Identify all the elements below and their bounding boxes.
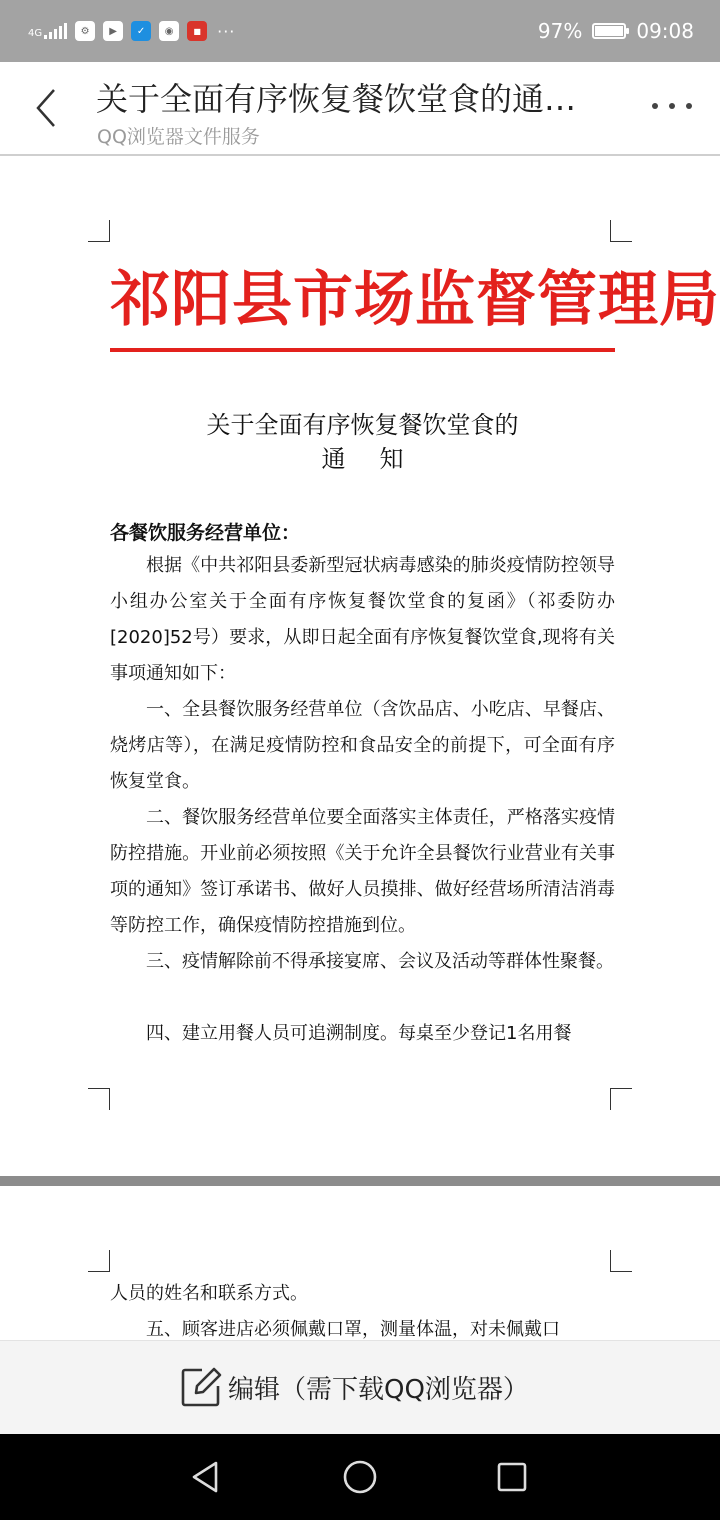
battery-icon bbox=[592, 23, 626, 39]
agency-letterhead: 祁阳县市场监督管理局 bbox=[110, 265, 720, 335]
document-title bbox=[110, 408, 615, 476]
document-page-2[interactable] bbox=[0, 1186, 720, 1340]
document-title-line1: 关于全面有序恢复餐饮堂食的 bbox=[206, 411, 519, 439]
page-title: 关于全面有序恢复餐饮堂食的通… bbox=[96, 80, 577, 118]
page-corner-mark bbox=[610, 1250, 632, 1272]
paragraph-intro: 根据《中共祁阳县委新型冠状病毒感染的肺炎疫情防控领导小组办公室关于全面有序恢复餐饮堂食的复函》（祁委防办[2020]52号）要求，从即日起全面有序恢复餐饮堂食,现将有关事项通知如下： bbox=[110, 555, 615, 684]
more-dot-icon bbox=[686, 103, 692, 109]
page-subtitle: QQ浏览器文件服务 bbox=[97, 126, 260, 148]
edit-button[interactable] bbox=[180, 1363, 529, 1411]
more-dot-icon bbox=[669, 103, 675, 109]
signal-icon bbox=[28, 23, 67, 39]
paragraph-continued: 人员的姓名和联系方式。 bbox=[110, 1283, 308, 1304]
battery-fill bbox=[595, 26, 622, 36]
paragraph-item-3: 三、疫情解除前不得承接宴席、会议及活动等群体性聚餐。 bbox=[146, 951, 614, 972]
page-corner-mark bbox=[610, 220, 632, 242]
page-corner-mark bbox=[88, 220, 110, 242]
edit-button-label: 编辑（需下载QQ浏览器） bbox=[228, 1374, 529, 1405]
addressee: 各餐饮服务经营单位： bbox=[110, 522, 301, 544]
battery-percent: 97% bbox=[537, 19, 583, 43]
network-type: 4G bbox=[28, 28, 43, 39]
status-bar-right bbox=[538, 16, 694, 46]
page-separator bbox=[0, 1176, 720, 1186]
nav-back-icon[interactable] bbox=[188, 1459, 224, 1495]
video-app-notification-icon: ▶ bbox=[103, 21, 123, 41]
nav-recents-icon[interactable] bbox=[494, 1459, 530, 1495]
document-title-line2: 通知 bbox=[321, 445, 438, 473]
page-corner-mark bbox=[610, 1088, 632, 1110]
page-corner-mark bbox=[88, 1250, 110, 1272]
app-header bbox=[0, 62, 720, 156]
page-corner-mark bbox=[88, 1088, 110, 1110]
letterhead-divider bbox=[110, 348, 615, 352]
paragraph-item-2: 二、餐饮服务经营单位要全面落实主体责任，严格落实疫情防控措施。开业前必须按照《关于允许全县餐饮行业营业有关事项的通知》签订承诺书、做好人员摸排、做好经营场所清洁消毒等防控工作，确保疫情防控措施到位。 bbox=[110, 807, 615, 936]
chevron-left-icon bbox=[28, 86, 68, 130]
status-bar bbox=[0, 0, 720, 62]
edit-icon bbox=[180, 1366, 222, 1408]
system-nav-bar bbox=[0, 1434, 720, 1520]
edit-bar bbox=[0, 1340, 720, 1434]
more-notifications-icon: ··· bbox=[217, 21, 236, 41]
more-options-button[interactable] bbox=[652, 96, 692, 116]
bird-app-notification-icon: ✓ bbox=[131, 21, 151, 41]
nav-home-icon[interactable] bbox=[342, 1459, 378, 1495]
paragraph-item-5: 五、顾客进店必须佩戴口罩，测量体温，对未佩戴口 bbox=[146, 1319, 560, 1340]
document-page-1[interactable] bbox=[0, 158, 720, 1176]
status-bar-left bbox=[28, 18, 235, 44]
news-app-notification-icon: ■ bbox=[187, 21, 207, 41]
clock: 09:08 bbox=[636, 19, 694, 43]
back-button[interactable] bbox=[28, 86, 68, 130]
paragraph-item-1: 一、全县餐饮服务经营单位（含饮品店、小吃店、早餐店、烧烤店等），在满足疫情防控和食品安全的前提下，可全面有序恢复堂食。 bbox=[110, 699, 615, 792]
player-notification-icon: ◉ bbox=[159, 21, 179, 41]
more-dot-icon bbox=[652, 103, 658, 109]
settings-notification-icon: ⚙ bbox=[75, 21, 95, 41]
paragraph-item-4: 四、建立用餐人员可追溯制度。每桌至少登记1名用餐 bbox=[146, 1023, 572, 1044]
